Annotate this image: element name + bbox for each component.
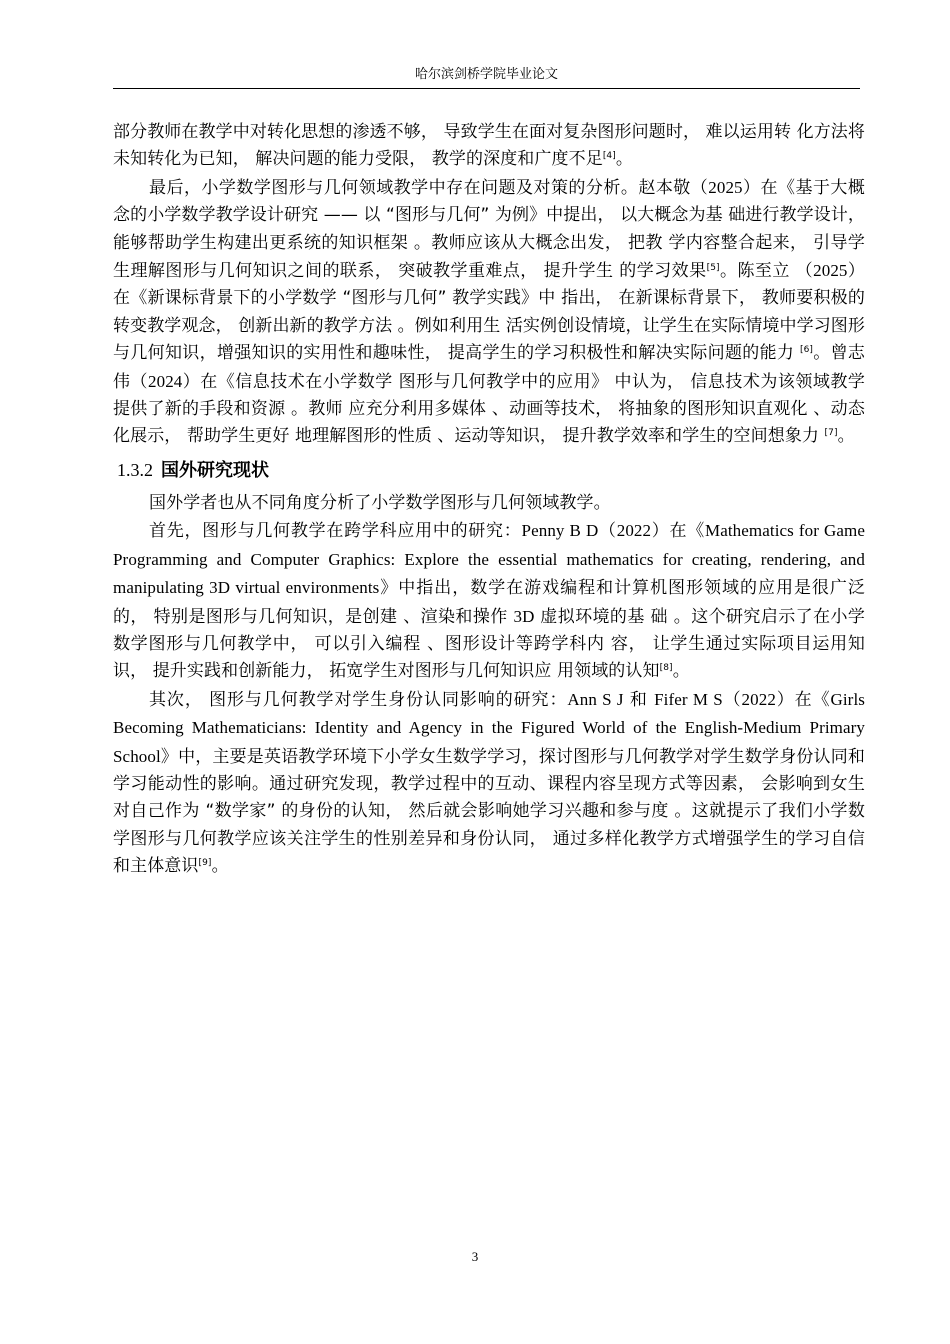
paragraph bbox=[113, 517, 865, 685]
citation-ref: [9] bbox=[198, 858, 212, 869]
paragraph bbox=[113, 686, 865, 881]
text-run: 和 bbox=[623, 689, 655, 710]
latin-text: 2022 bbox=[616, 521, 652, 541]
latin-text: 3D bbox=[513, 606, 535, 626]
text-run: 其次， 图形与几何教学对学生身份认同影响的研究： bbox=[149, 689, 568, 710]
body-content bbox=[113, 119, 865, 881]
text-run: ）在《新课标背景下的小学数学 “图形与几何” 教学实践》中 指出， 在新课标背景下， 教师要积极的转变教学观念， 创新出新的教学方法 。例如利用生 活实例创设情境，让学生在实际情境中学习图形与几何知识，增强知识的实用性和趣味性， 提高学生的学习积极性和解决实际问题的能力 bbox=[113, 261, 865, 364]
text-run: 。陈至立 （ bbox=[719, 261, 814, 282]
text-run: （ bbox=[722, 689, 742, 710]
section-heading bbox=[113, 455, 865, 486]
paragraph bbox=[113, 174, 865, 451]
text-run: 。 bbox=[615, 149, 633, 170]
latin-text: Fifer M S bbox=[654, 689, 723, 709]
text-run: ）在《信息技术在小学数学 图形与几何教学中的应用》 中认为， 信息技术为该领域教学提供了新的手段和资源 。教师 应充分利用多媒体 、动画等技术， 将抽象的图形知识直观化 、动态化展示， 帮助学生更好 地理解图形的性质 、运动等知识， 提升教学效率和学生的空间想象力 bbox=[113, 371, 865, 447]
text-run: 》中，主要是英语教学环境下小学女生数学学习，探讨图形与几何教学对学生数学身份认同和学习能动性的影响。通过研究发现，教学过程中的互动、课程内容呈现方式等因素， 会影响到女生对自己作为 “数学家” 的身份的认知， 然后就会影响她学习兴趣和参与度 。这就提示了我们小学数学图形与几何教学应该关注学生的性别差异和身份认同， 通过多样化教学方式增强学生的学习自信和主体意识 bbox=[113, 746, 865, 877]
paragraph-group-foreign bbox=[113, 490, 865, 881]
paragraph bbox=[113, 119, 865, 174]
paragraph-group-domestic bbox=[113, 119, 865, 451]
page-header bbox=[113, 66, 860, 84]
text-run: 国外学者也从不同角度分析了小学数学图形与几何领域教学。 bbox=[149, 492, 611, 513]
section-number: 1.3.2 bbox=[117, 459, 153, 480]
citation-ref: [7] bbox=[824, 428, 838, 439]
header-rule bbox=[113, 88, 860, 89]
text-run: 。 bbox=[672, 661, 690, 682]
latin-text: Penny B D bbox=[521, 521, 599, 541]
citation-ref: [4] bbox=[602, 151, 616, 162]
text-run: （ bbox=[598, 521, 617, 542]
text-run: 首先，图形与几何教学在跨学科应用中的研究： bbox=[149, 521, 522, 542]
citation-ref: [6] bbox=[799, 345, 814, 356]
text-run: 部分教师在教学中对转化思想的渗透不够， 导致学生在面对复杂图形问题时， 难以运用转 化方法将未知转化为已知， 解决问题的能力受限， 教学的深度和广度不足 bbox=[113, 122, 865, 170]
latin-text: 2024 bbox=[148, 371, 183, 391]
citation-ref: [5] bbox=[706, 263, 720, 274]
text-run: 。曾志伟（ bbox=[113, 343, 865, 392]
header-title: 哈尔滨剑桥学院毕业论文 bbox=[414, 67, 558, 82]
section-title: 国外研究现状 bbox=[161, 459, 269, 481]
text-run: 》中指出，数学在游戏编程和计算机图形领域的应用是很广泛的， 特别是图形与几何知识，是创建 、渲染和操作 bbox=[113, 578, 865, 627]
text-run: 虚拟环境的基 础 。这个研究启示了在小学数学图形与几何教学中， 可以引入编程 、图形设计等跨学科内 容， 让学生通过实际项目运用知识， 提升实践和创新能力， 拓宽学生对图形与几何知识应 用领域的认知 bbox=[113, 606, 865, 682]
citation-ref: [8] bbox=[659, 663, 673, 674]
text-run: 。 bbox=[837, 426, 855, 447]
text-run: ）在《基于大概念的小学数学教学设计研究 —— 以 “图形与几何” 为例》中提出， 以大概念为基 础进行教学设计， 能够帮助学生构建出更系统的知识框架 。教师应该从大概念出发， 把教 学内容整合起来， 引导学生理解图形与几何知识之间的联系， 突破教学重难点， 提升学生 的学习效果 bbox=[113, 177, 865, 282]
latin-text: Girls Becoming Mathematicians: Identity and Agency in the Figured World of the English-Medium Primary School bbox=[113, 689, 865, 766]
page-number: 3 bbox=[471, 1249, 479, 1264]
paragraph bbox=[113, 490, 865, 517]
latin-text: 2022 bbox=[741, 689, 776, 709]
text-run: ）在《 bbox=[775, 689, 831, 710]
latin-text: Mathematics for Game Programming and Computer Graphics: Explore the essential mathematics for creating, rendering, and manipulating 3D virtual environments bbox=[113, 521, 865, 598]
latin-text: Ann S J bbox=[567, 689, 624, 709]
latin-text: 2025 bbox=[708, 177, 743, 197]
latin-text: 2025 bbox=[813, 261, 848, 281]
text-run: 最后，小学数学图形与几何领域教学中存在问题及对策的分析。赵本敬（ bbox=[149, 177, 709, 198]
text-run: 。 bbox=[211, 856, 229, 877]
text-run: ）在《 bbox=[651, 521, 705, 542]
